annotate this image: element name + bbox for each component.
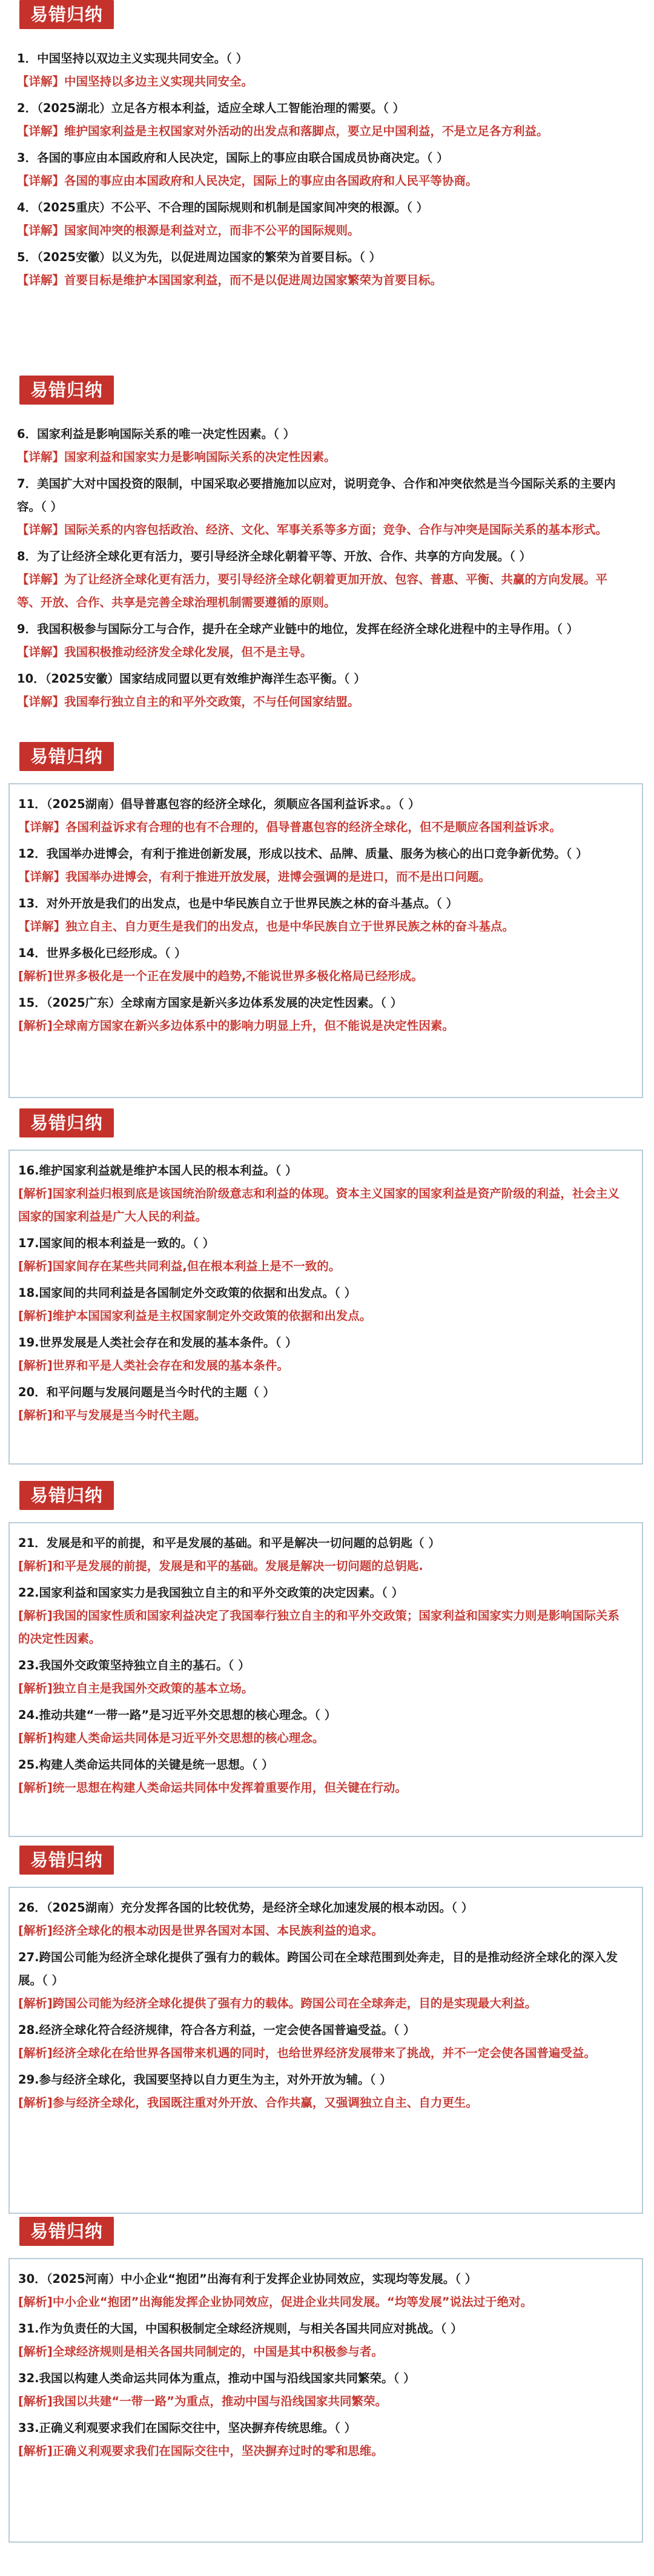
- question-text: 19.世界发展是人类社会存在和发展的基本条件。（ ）: [18, 1336, 297, 1349]
- answer-explanation: [解析]参与经济全球化，我国既注重对外开放、合作共赢，又强调独立自主、自力更生。: [18, 2096, 478, 2110]
- question-text: 23.我国外交政策坚持独立自主的基石。（ ）: [18, 1658, 250, 1672]
- answer-explanation: [解析]经济全球化的根本动因是世界各国对本国、本民族利益的追求。: [18, 1924, 383, 1938]
- question-item: [17, 545, 630, 614]
- question-text: 1．中国坚持以双边主义实现共同安全。（ ）: [17, 51, 248, 65]
- answer-explanation: [解析]中小企业“抱团”出海能发挥企业协同效应，促进企业共同发展。“均等发展”说法过于绝对。: [18, 2295, 533, 2309]
- section-2: [8, 376, 643, 772]
- question-text: 28.经济全球化符合经济规律，符合各方利益，一定会使各国普遍受益。（ ）: [18, 2023, 415, 2037]
- question-item: [18, 1282, 629, 1328]
- question-text: 26．（2025湖南）充分发挥各国的比较优势，是经济全球化加速发展的根本动因。（ ）: [18, 1901, 474, 1915]
- question-item: [18, 942, 629, 988]
- answer-explanation: [解析]我国以共建“一带一路”为重点，推动中国与沿线国家共同繁荣。: [18, 2394, 387, 2408]
- answer-explanation: 【详解】维护国家利益是主权国家对外活动的出发点和落脚点，要立足中国利益，不是立足各方利益。: [17, 124, 549, 138]
- answer-explanation: [解析]全球经济规则是相关各国共同制定的，中国是其中积极参与者。: [18, 2345, 383, 2359]
- question-text: 29.参与经济全球化，我国要坚持以自力更生为主，对外开放为辅。（ ）: [18, 2073, 392, 2087]
- section-badge: 易错归纳: [19, 1108, 114, 1137]
- question-item: [17, 97, 630, 143]
- section-badge: 易错归纳: [19, 1846, 114, 1875]
- question-text: 9．我国积极参与国际分工与合作，提升在全球产业链中的地位，发挥在经济全球化进程中的主导作用。（ ）: [17, 622, 579, 636]
- section-7: [8, 2217, 643, 2543]
- question-text: 4．（2025重庆）不公平、不合理的国际规则和机制是国家间冲突的根源。（ ）: [17, 200, 429, 214]
- question-item: [18, 992, 629, 1038]
- question-text: 18.国家间的共同利益是各国制定外交政策的依据和出发点。（ ）: [18, 1286, 357, 1300]
- question-item: [18, 1581, 629, 1651]
- section-6: [8, 1846, 643, 2214]
- question-text: 24.推动共建“一带一路”是习近平外交思想的核心理念。（ ）: [18, 1708, 337, 1722]
- question-box: [8, 1887, 643, 2214]
- answer-explanation: 【详解】为了让经济全球化更有活力，要引导经济全球化朝着更加开放、包容、普惠、平衡、共赢的方向发展。平等、开放、合作、共享是完善全球治理机制需要遵循的原则。: [17, 572, 608, 609]
- question-text: 8．为了让经济全球化更有活力，要引导经济全球化朝着平等、开放、合作、共享的方向发展。（ ）: [17, 549, 532, 563]
- question-text: 27.跨国公司能为经济全球化提供了强有力的载体。跨国公司在全球范围到处奔走，目的是推动经济全球化的深入发展。（ ）: [18, 1950, 618, 1987]
- question-item: [18, 1946, 629, 2015]
- question-item: [18, 1654, 629, 1700]
- question-item: [18, 1753, 629, 1800]
- question-item: [18, 1331, 629, 1377]
- question-item: [18, 1896, 629, 1942]
- question-text: 16.维护国家利益就是维护本国人民的根本利益。（ ）: [18, 1164, 297, 1177]
- question-text: 33.正确义利观要求我们在国际交往中，坚决摒弃传统思维。（ ）: [18, 2421, 357, 2435]
- question-item: [17, 196, 630, 242]
- answer-explanation: 【详解】各国利益诉求有合理的也有不合理的，倡导普惠包容的经济全球化，但不是顺应各国利益诉求。: [18, 820, 562, 834]
- question-item: [18, 1159, 629, 1228]
- question-box: [8, 1150, 643, 1465]
- answer-explanation: [解析]统一思想在构建人类命运共同体中发挥着重要作用，但关键在行动。: [18, 1781, 407, 1795]
- question-text: 14．世界多极化已经形成。（ ）: [18, 946, 187, 960]
- answer-explanation: [解析]正确义利观要求我们在国际交往中，坚决摒弃过时的零和思维。: [18, 2444, 383, 2458]
- question-item: [18, 1704, 629, 1750]
- question-text: 15．（2025广东）全球南方国家是新兴多边体系发展的决定性因素。（ ）: [18, 996, 403, 1010]
- question-text: 17.国家间的根本利益是一致的。（ ）: [18, 1236, 215, 1250]
- question-text: 2．（2025湖北）立足各方根本利益，适应全球人工智能治理的需要。（ ）: [17, 101, 405, 115]
- question-item: [18, 1232, 629, 1278]
- answer-explanation: 【详解】国家利益和国家实力是影响国际关系的决定性因素。: [17, 450, 336, 464]
- question-item: [18, 2367, 629, 2413]
- question-item: [18, 892, 629, 938]
- question-item: [18, 843, 629, 889]
- question-box: [8, 2258, 643, 2543]
- answer-explanation: 【详解】各国的事应由本国政府和人民决定，国际上的事应由各国政府和人民平等协商。: [17, 174, 478, 188]
- question-text: 32.我国以构建人类命运共同体为重点，推动中国与沿线国家共同繁荣。（ ）: [18, 2371, 415, 2385]
- question-item: [17, 423, 630, 469]
- question-text: 6．国家利益是影响国际关系的唯一决定性因素。（ ）: [17, 427, 296, 441]
- section-badge: 易错归纳: [19, 2217, 114, 2246]
- answer-explanation: 【详解】首要目标是维护本国国家利益，而不是以促进周边国家繁荣为首要目标。: [17, 273, 443, 287]
- answer-explanation: [解析]经济全球化在给世界各国带来机遇的同时，也给世界经济发展带来了挑战，并不一定会使各国普遍受益。: [18, 2046, 596, 2060]
- section-3: [8, 742, 643, 1098]
- answer-explanation: 【详解】我国奉行独立自主的和平外交政策，不与任何国家结盟。: [17, 695, 360, 709]
- answer-explanation: [解析]国家间存在某些共同利益,但在根本利益上是不一致的。: [18, 1259, 341, 1273]
- question-text: 25.构建人类命运共同体的关键是统一思想。（ ）: [18, 1758, 274, 1772]
- section-4: [8, 1108, 643, 1465]
- question-item: [18, 2019, 629, 2065]
- answer-explanation: 【详解】独立自主、自力更生是我们的出发点，也是中华民族自立于世界民族之林的奋斗基点。: [18, 919, 515, 933]
- question-item: [18, 2268, 629, 2314]
- answer-explanation: 【详解】国际关系的内容包括政治、经济、文化、军事关系等多方面；竞争、合作与冲突是国际关系的基本形式。: [17, 523, 608, 537]
- question-text: 10．（2025安徽）国家结成同盟以更有效维护海洋生态平衡。（ ）: [17, 672, 366, 686]
- answer-explanation: [解析]世界多极化是一个正在发展中的趋势,不能说世界多极化格局已经形成。: [18, 969, 423, 983]
- answer-explanation: [解析]和平是发展的前提，发展是和平的基础。发展是解决一切问题的总钥匙.: [18, 1559, 423, 1573]
- section-badge: 易错归纳: [19, 742, 114, 771]
- section-badge: 易错归纳: [19, 0, 114, 29]
- question-item: [18, 2417, 629, 2463]
- answer-explanation: 【详解】国家间冲突的根源是利益对立，而非不公平的国际规则。: [17, 223, 360, 237]
- answer-explanation: 【详解】我国积极推动经济发全球化发展，但不是主导。: [17, 645, 312, 659]
- question-item: [17, 47, 630, 93]
- answer-explanation: [解析]我国的国家性质和国家利益决定了我国奉行独立自主的和平外交政策；国家利益和国家实力则是影响国际关系的决定性因素。: [18, 1609, 619, 1646]
- question-text: 20．和平问题与发展问题是当今时代的主题（ ）: [18, 1385, 275, 1399]
- question-box: [8, 39, 643, 349]
- question-text: 12．我国举办进博会，有利于推进创新发展，形成以技术、品牌、质量、服务为核心的出口竞争新优势。（ ）: [18, 847, 588, 861]
- question-item: [18, 2317, 629, 2363]
- section-badge: 易错归纳: [19, 1481, 114, 1510]
- question-item: [17, 618, 630, 664]
- question-text: 21．发展是和平的前提，和平是发展的基础。和平是解决一切问题的总钥匙（ ）: [18, 1536, 440, 1550]
- answer-explanation: [解析]世界和平是人类社会存在和发展的基本条件。: [18, 1359, 289, 1372]
- answer-explanation: 【详解】中国坚持以多边主义实现共同安全。: [17, 74, 254, 88]
- question-text: 7．美国扩大对中国投资的限制，中国采取必要措施加以应对，说明竞争、合作和冲突依然是当今国际关系的主要内容。（ ）: [17, 477, 616, 514]
- question-item: [18, 793, 629, 839]
- question-text: 22.国家利益和国家实力是我国独立自主的和平外交政策的决定因素。（ ）: [18, 1586, 404, 1600]
- question-text: 3．各国的事应由本国政府和人民决定，国际上的事应由联合国成员协商决定。（ ）: [17, 151, 449, 165]
- question-item: [18, 1381, 629, 1427]
- question-text: 11．（2025湖南）倡导普惠包容的经济全球化，须顺应各国利益诉求。。（ ）: [18, 797, 420, 811]
- answer-explanation: [解析]和平与发展是当今时代主题。: [18, 1408, 206, 1422]
- question-item: [18, 1532, 629, 1578]
- answer-explanation: [解析]维护本国国家利益是主权国家制定外交政策的依据和出发点。: [18, 1309, 372, 1323]
- answer-explanation: [解析]构建人类命运共同体是习近平外交思想的核心理念。: [18, 1731, 325, 1745]
- question-box: [8, 783, 643, 1098]
- answer-explanation: [解析]跨国公司能为经济全球化提供了强有力的载体。跨国公司在全球奔走，目的是实现最大利益。: [18, 1996, 537, 2010]
- question-text: 30．（2025河南）中小企业“抱团”出海有利于发挥企业协同效应，实现均等发展。（ ）: [18, 2272, 477, 2286]
- section-1: [8, 0, 643, 349]
- question-item: [17, 147, 630, 193]
- answer-explanation: [解析]全球南方国家在新兴多边体系中的影响力明显上升，但不能说是决定性因素。: [18, 1019, 454, 1033]
- question-item: [17, 246, 630, 292]
- answer-explanation: [解析]国家利益归根到底是该国统治阶级意志和利益的体现。资本主义国家的国家利益是资产阶级的利益，社会主义国家的国家利益是广大人民的利益。: [18, 1187, 619, 1223]
- question-item: [17, 667, 630, 714]
- answer-explanation: 【详解】我国举办进博会，有利于推进开放发展，进博会强调的是进口，而不是出口问题。: [18, 870, 491, 884]
- section-badge: 易错归纳: [19, 376, 114, 405]
- question-box: [8, 414, 643, 772]
- question-item: [17, 472, 630, 541]
- question-item: [18, 2068, 629, 2114]
- question-text: 5．（2025安徽）以义为先，以促进周边国家的繁荣为首要目标。（ ）: [17, 250, 382, 264]
- question-box: [8, 1522, 643, 1837]
- question-text: 31.作为负责任的大国，中国积极制定全球经济规则，与相关各国共同应对挑战。（ ）: [18, 2322, 463, 2336]
- answer-explanation: [解析]独立自主是我国外交政策的基本立场。: [18, 1681, 254, 1695]
- question-text: 13．对外开放是我们的出发点，也是中华民族自立于世界民族之林的奋斗基点。（ ）: [18, 896, 458, 910]
- section-5: [8, 1481, 643, 1837]
